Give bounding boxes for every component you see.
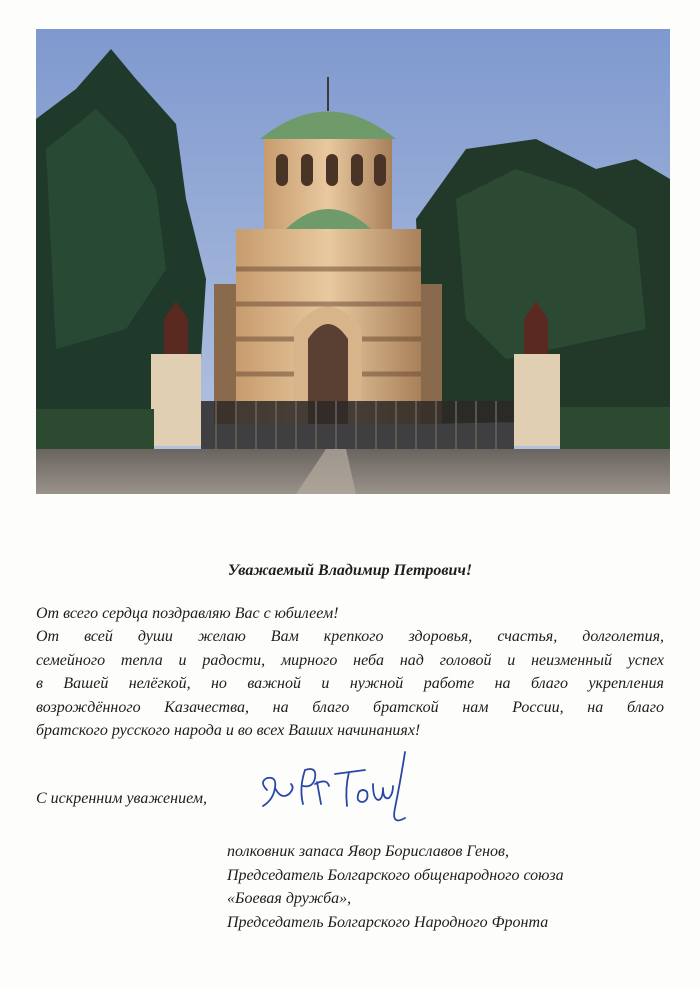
body-line: семейного тепла и радости, мирного неба над головой и неизменный успех	[36, 651, 664, 669]
body-line: в Вашей нелёгкой, но важной и нужной работе на благо укрепления	[36, 675, 664, 693]
body-line: возрождённого Казачества, на благо братской нам России, на благо	[36, 698, 664, 716]
body-line: От всей души желаю Вам крепкого здоровья, счастья, долголетия,	[36, 628, 664, 646]
body-line: От всего сердца поздравляю Вас с юбилеем!	[36, 605, 339, 622]
signatory-line: Председатель Болгарского общенародного союза	[227, 866, 564, 884]
chapel-illustration	[36, 29, 670, 494]
signatory-line: Председатель Болгарского Народного Фронта	[227, 913, 549, 931]
handwritten-signature	[255, 748, 430, 848]
signatory-line: «Боевая дружба»,	[227, 890, 352, 907]
closing-phrase: С искренним уважением,	[36, 790, 208, 807]
letterhead-photo	[36, 29, 670, 494]
signatory-line: полковник запаса Явор Бориславов Генов,	[227, 843, 509, 860]
signatory-block	[227, 840, 677, 934]
body-line: братского русского народа и во всех Ваших начинаниях!	[36, 722, 421, 740]
greeting: Уважаемый Владимир Петрович!	[227, 562, 473, 579]
letter-body	[36, 602, 664, 742]
